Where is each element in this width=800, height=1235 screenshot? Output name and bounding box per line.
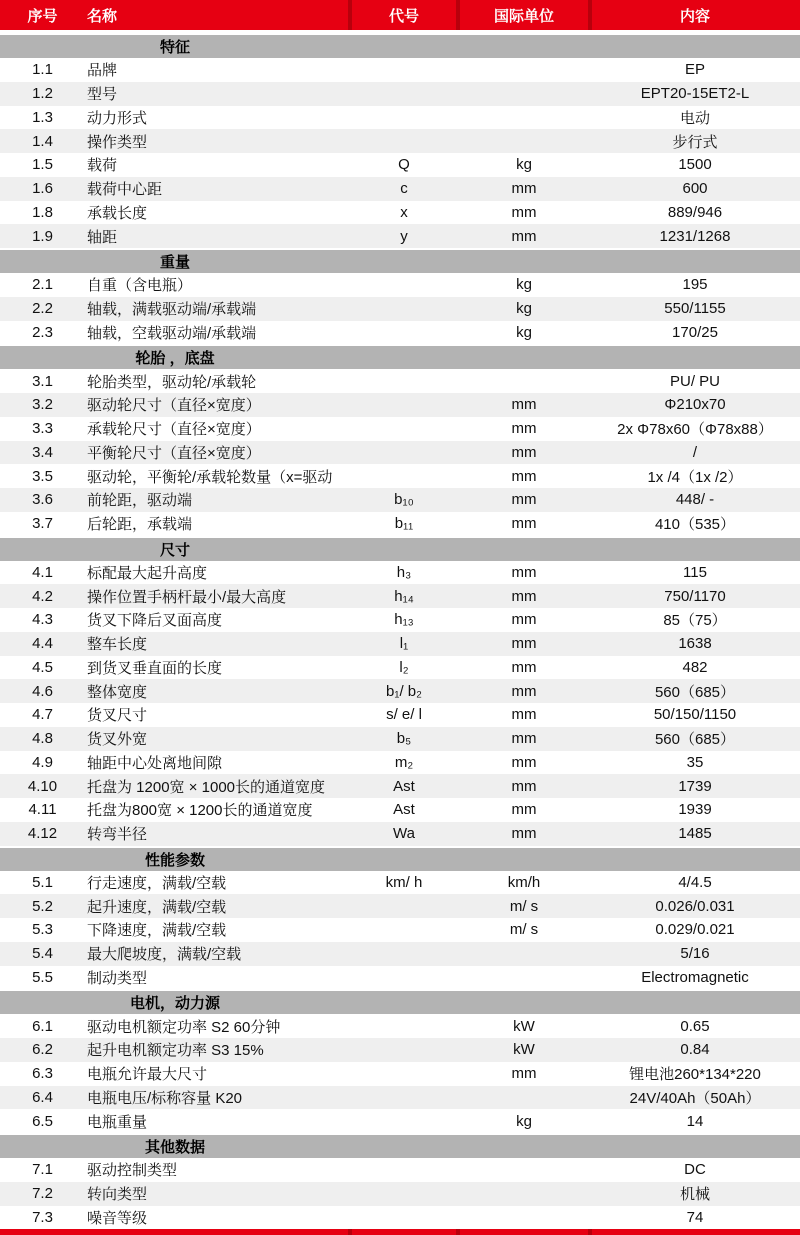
cell-value: 482 xyxy=(682,658,708,676)
section-title: 尺寸 xyxy=(159,541,190,559)
cell-value: 0.84 xyxy=(680,1041,710,1059)
cell-value: 50/150/1150 xyxy=(653,706,737,724)
cell-name: 承载长度 xyxy=(87,204,148,222)
cell-name: 型号 xyxy=(87,86,118,104)
cell-name: 轮胎类型，驱动轮/承载轮 xyxy=(87,373,257,391)
cell-no: 4.5 xyxy=(32,658,53,676)
cell-value: 0.029/0.021 xyxy=(655,921,735,939)
cell-value: 170/25 xyxy=(672,323,718,341)
cell-value: DC xyxy=(684,1161,706,1179)
table-row xyxy=(0,1062,800,1086)
table-body xyxy=(0,33,800,1229)
table-row xyxy=(0,393,800,417)
cell-name: 承载轮尺寸（直径×宽度） xyxy=(87,421,261,439)
cell-no: 6.3 xyxy=(32,1065,53,1083)
cell-no: 4.8 xyxy=(32,730,53,748)
section-header-row xyxy=(0,344,800,369)
cell-name: 电瓶允许最大尺寸 xyxy=(87,1066,208,1084)
cell-symbol: km/ h xyxy=(385,873,423,891)
table-row xyxy=(0,224,800,248)
cell-no: 5.5 xyxy=(32,968,53,986)
table-row xyxy=(0,942,800,966)
cell-unit: mm xyxy=(511,563,537,581)
cell-symbol: b₁₀ xyxy=(394,491,414,509)
cell-name: 驱动轮，平衡轮/承载轮数量（x=驱动 xyxy=(87,468,333,486)
cell-name: 驱动轮尺寸（直径×宽度） xyxy=(87,397,261,415)
cell-no: 4.11 xyxy=(28,801,57,819)
cell-no: 2.3 xyxy=(32,323,53,341)
cell-unit: kg xyxy=(516,300,532,318)
cell-value: 1500 xyxy=(678,156,712,174)
section-header-row xyxy=(0,1133,800,1158)
table-row xyxy=(0,297,800,321)
table-row xyxy=(0,561,800,585)
cell-name: 下降速度，满载/空载 xyxy=(87,922,227,940)
cell-name: 操作位置手柄杆最小/最大高度 xyxy=(87,588,287,606)
cell-symbol: x xyxy=(400,203,408,221)
cell-name: 整车长度 xyxy=(87,636,148,654)
cell-value: 448/ - xyxy=(675,491,715,509)
cell-name: 驱动控制类型 xyxy=(87,1162,178,1180)
cell-no: 3.4 xyxy=(32,443,53,461)
section-title: 重量 xyxy=(159,254,190,271)
table-row xyxy=(0,441,800,465)
column-header-no: 序号 xyxy=(27,7,58,25)
table-row xyxy=(0,369,800,393)
table-row xyxy=(0,1014,800,1038)
table-row xyxy=(0,321,800,345)
cell-unit: mm xyxy=(511,396,537,414)
cell-name: 动力形式 xyxy=(87,109,148,127)
table-row xyxy=(0,273,800,297)
cell-unit: kg xyxy=(516,1112,532,1130)
cell-name: 整体宽度 xyxy=(87,683,148,701)
cell-value: 115 xyxy=(683,563,707,581)
column-header-name: 名称 xyxy=(87,7,118,25)
footer-accent-bar xyxy=(0,1229,800,1235)
cell-unit: mm xyxy=(511,467,537,485)
cell-no: 1.9 xyxy=(32,227,53,245)
table-row xyxy=(0,82,800,106)
table-row xyxy=(0,679,800,703)
table-row xyxy=(0,1086,800,1110)
cell-name: 托盘为 1200宽 × 1000长的通道宽度 xyxy=(87,778,326,796)
cell-name: 电瓶重量 xyxy=(87,1113,148,1131)
cell-value: 1485 xyxy=(678,825,712,843)
cell-name: 货叉外宽 xyxy=(87,731,148,749)
cell-no: 3.5 xyxy=(32,467,53,485)
table-row xyxy=(0,871,800,895)
cell-unit: mm xyxy=(511,777,537,795)
table-row xyxy=(0,1109,800,1133)
column-header-unit: 国际单位 xyxy=(493,7,554,25)
cell-no: 4.3 xyxy=(32,611,53,629)
cell-value: 550/1155 xyxy=(664,300,726,318)
cell-value: 5/16 xyxy=(680,945,710,963)
table-row xyxy=(0,129,800,153)
cell-no: 6.2 xyxy=(32,1041,53,1059)
table-row xyxy=(0,703,800,727)
cell-value: 0.65 xyxy=(680,1017,710,1035)
cell-symbol: l₂ xyxy=(399,658,409,676)
cell-no: 5.2 xyxy=(32,897,53,915)
table-row xyxy=(0,1158,800,1182)
table-row xyxy=(0,1206,800,1230)
cell-name: 电瓶电压/标称容量 K20 xyxy=(87,1089,243,1107)
section-title: 性能参数 xyxy=(144,851,205,869)
cell-name: 转弯半径 xyxy=(87,826,148,844)
cell-no: 3.2 xyxy=(32,396,53,414)
cell-unit: kW xyxy=(513,1017,535,1035)
cell-symbol: m₂ xyxy=(394,753,414,771)
cell-unit: mm xyxy=(511,491,537,509)
cell-no: 5.4 xyxy=(32,945,53,963)
cell-unit: kg xyxy=(516,323,532,341)
section-header-row xyxy=(0,846,800,871)
table-row xyxy=(0,58,800,82)
cell-unit: mm xyxy=(511,611,537,629)
cell-no: 1.8 xyxy=(32,203,53,221)
section-title: 特征 xyxy=(159,39,190,56)
section-header-row xyxy=(0,989,800,1014)
cell-name: 货叉下降后叉面高度 xyxy=(87,612,223,630)
cell-value: 1231/1268 xyxy=(659,227,731,245)
cell-value: 0.026/0.031 xyxy=(655,897,735,915)
table-row xyxy=(0,201,800,225)
cell-name: 轴载，满载驱动端/承载端 xyxy=(87,301,257,319)
section-header-row xyxy=(0,33,800,58)
cell-symbol: Q xyxy=(398,156,410,174)
cell-unit: mm xyxy=(511,801,537,819)
cell-no: 6.5 xyxy=(32,1112,53,1130)
cell-value: 560（685） xyxy=(654,683,736,701)
cell-unit: mm xyxy=(511,682,537,700)
table-row xyxy=(0,894,800,918)
cell-unit: mm xyxy=(511,180,537,198)
cell-no: 4.1 xyxy=(32,563,53,581)
cell-value: 锂电池260*134*220 xyxy=(629,1066,761,1084)
cell-unit: mm xyxy=(511,658,537,676)
cell-value: / xyxy=(692,443,698,461)
cell-value: PU/ PU xyxy=(669,372,720,390)
cell-name: 行走速度，满载/空载 xyxy=(87,874,227,892)
table-row xyxy=(0,153,800,177)
section-header-row xyxy=(0,536,800,561)
table-row xyxy=(0,488,800,512)
section-title: 轮胎 ，底盘 xyxy=(135,350,215,368)
cell-name: 载荷中心距 xyxy=(87,181,163,199)
table-row xyxy=(0,966,800,990)
cell-no: 2.2 xyxy=(32,300,53,318)
cell-no: 3.3 xyxy=(32,420,53,438)
table-row xyxy=(0,798,800,822)
cell-symbol: h₁₄ xyxy=(394,587,414,605)
cell-no: 3.1 xyxy=(32,372,53,390)
cell-name: 载荷 xyxy=(87,157,118,175)
cell-name: 驱动电机额定功率 S2 60分钟 xyxy=(87,1018,281,1036)
cell-name: 制动类型 xyxy=(87,969,148,987)
cell-name: 托盘为800宽 × 1200长的通道宽度 xyxy=(87,802,313,820)
table-row xyxy=(0,751,800,775)
cell-value: 24V/40Ah（50Ah） xyxy=(629,1089,761,1107)
cell-symbol: Wa xyxy=(393,825,415,843)
cell-value: 4/4.5 xyxy=(678,873,712,891)
cell-name: 自重（含电瓶） xyxy=(87,277,193,295)
table-row xyxy=(0,106,800,130)
cell-no: 7.3 xyxy=(32,1208,53,1226)
cell-value: 1638 xyxy=(678,635,712,653)
cell-value: 85（75） xyxy=(663,612,727,630)
cell-unit: mm xyxy=(511,443,537,461)
table-row xyxy=(0,822,800,846)
cell-name: 品牌 xyxy=(87,62,118,80)
cell-no: 3.6 xyxy=(32,491,53,509)
cell-value: EPT20-15ET2-L xyxy=(640,85,750,103)
table-row xyxy=(0,1182,800,1206)
cell-name: 到货叉垂直面的长度 xyxy=(87,659,223,677)
table-row xyxy=(0,608,800,632)
cell-symbol: h₁₃ xyxy=(394,611,414,629)
cell-name: 起升电机额定功率 S3 15% xyxy=(87,1042,264,1060)
cell-symbol: y xyxy=(400,227,408,245)
cell-value: 1939 xyxy=(678,801,712,819)
cell-unit: mm xyxy=(511,730,537,748)
cell-name: 平衡轮尺寸（直径×宽度） xyxy=(87,444,261,462)
cell-symbol: b₅ xyxy=(396,730,412,748)
table-row xyxy=(0,464,800,488)
cell-no: 4.9 xyxy=(32,753,53,771)
cell-unit: mm xyxy=(511,635,537,653)
cell-unit: m/ s xyxy=(509,921,539,939)
cell-symbol: l₁ xyxy=(399,635,409,653)
table-row xyxy=(0,774,800,798)
cell-no: 4.12 xyxy=(27,825,58,843)
cell-value: 2x Φ78x60（Φ78x88） xyxy=(617,421,773,439)
cell-no: 1.6 xyxy=(32,180,53,198)
cell-value: 600 xyxy=(682,180,708,198)
table-row xyxy=(0,632,800,656)
cell-unit: mm xyxy=(511,753,537,771)
table-row xyxy=(0,1038,800,1062)
cell-no: 6.1 xyxy=(32,1017,53,1035)
table-row xyxy=(0,417,800,441)
cell-symbol: h₃ xyxy=(396,563,412,581)
cell-unit: mm xyxy=(511,203,537,221)
cell-value: Φ210x70 xyxy=(664,396,726,414)
cell-value: EP xyxy=(684,61,705,79)
section-title: 其他数据 xyxy=(144,1139,205,1156)
cell-name: 转向类型 xyxy=(87,1186,148,1204)
table-row xyxy=(0,584,800,608)
cell-value: 35 xyxy=(686,753,704,771)
cell-no: 6.4 xyxy=(32,1088,53,1106)
cell-no: 5.1 xyxy=(32,873,53,891)
cell-symbol: b₁₁ xyxy=(394,515,414,533)
cell-no: 7.1 xyxy=(32,1161,53,1179)
cell-name: 操作类型 xyxy=(87,133,148,151)
cell-unit: mm xyxy=(511,825,537,843)
cell-name: 轴距 xyxy=(87,228,118,246)
cell-no: 4.2 xyxy=(32,587,53,605)
cell-no: 1.1 xyxy=(32,61,53,79)
cell-value: Electromagnetic xyxy=(641,968,749,986)
cell-unit: kg xyxy=(516,276,532,294)
cell-no: 3.7 xyxy=(32,515,53,533)
table-row xyxy=(0,177,800,201)
cell-no: 1.2 xyxy=(32,85,53,103)
cell-value: 750/1170 xyxy=(664,587,726,605)
cell-symbol: s/ e/ l xyxy=(386,706,422,724)
table-row xyxy=(0,918,800,942)
cell-unit: km/h xyxy=(507,873,541,891)
cell-value: 74 xyxy=(686,1208,704,1226)
cell-unit: m/ s xyxy=(509,897,539,915)
cell-name: 噪音等级 xyxy=(87,1209,148,1227)
cell-unit: mm xyxy=(511,1065,537,1083)
cell-no: 7.2 xyxy=(32,1185,53,1203)
cell-name: 轴载，空载驱动端/承载端 xyxy=(87,324,257,342)
cell-symbol: b₁/ b₂ xyxy=(386,682,422,700)
cell-symbol: c xyxy=(400,180,408,198)
cell-name: 货叉尺寸 xyxy=(87,707,148,725)
cell-name: 轴距中心处离地间隙 xyxy=(87,754,223,772)
cell-value: 560（685） xyxy=(654,731,736,749)
cell-no: 5.3 xyxy=(32,921,53,939)
cell-no: 4.7 xyxy=(32,706,53,724)
cell-value: 1x /4（1x /2） xyxy=(647,468,743,486)
cell-unit: mm xyxy=(511,706,537,724)
cell-value: 195 xyxy=(682,276,708,294)
column-header-symbol: 代号 xyxy=(388,7,419,25)
cell-unit: mm xyxy=(511,227,537,245)
cell-unit: kg xyxy=(516,156,532,174)
table-row xyxy=(0,656,800,680)
cell-unit: kW xyxy=(513,1041,535,1059)
cell-unit: mm xyxy=(511,420,537,438)
cell-no: 1.3 xyxy=(32,108,53,126)
cell-name: 标配最大起升高度 xyxy=(87,564,208,582)
cell-no: 2.1 xyxy=(32,276,53,294)
cell-unit: mm xyxy=(511,587,537,605)
cell-no: 4.10 xyxy=(27,777,58,795)
cell-no: 1.5 xyxy=(32,156,53,174)
cell-value: 889/946 xyxy=(667,203,723,221)
cell-value: 电动 xyxy=(679,109,710,127)
table-header-row xyxy=(0,0,800,30)
cell-value: 机械 xyxy=(679,1186,710,1204)
cell-value: 410（535） xyxy=(654,516,736,534)
table-row xyxy=(0,512,800,536)
section-header-row xyxy=(0,248,800,273)
cell-no: 4.6 xyxy=(32,682,53,700)
cell-unit: mm xyxy=(511,515,537,533)
cell-value: 1739 xyxy=(678,777,712,795)
cell-name: 起升速度，满载/空载 xyxy=(87,898,227,916)
cell-symbol: Ast xyxy=(393,801,415,819)
table-row xyxy=(0,727,800,751)
cell-value: 14 xyxy=(686,1112,704,1130)
cell-no: 1.4 xyxy=(32,132,53,150)
cell-name: 最大爬坡度，满载/空载 xyxy=(87,946,242,964)
column-header-value: 内容 xyxy=(679,7,710,25)
cell-no: 4.4 xyxy=(32,635,53,653)
cell-value: 步行式 xyxy=(672,133,718,151)
section-title: 电机，动力源 xyxy=(129,995,220,1013)
cell-name: 后轮距，承载端 xyxy=(87,516,193,534)
cell-name: 前轮距，驱动端 xyxy=(87,492,193,510)
cell-symbol: Ast xyxy=(393,777,415,795)
